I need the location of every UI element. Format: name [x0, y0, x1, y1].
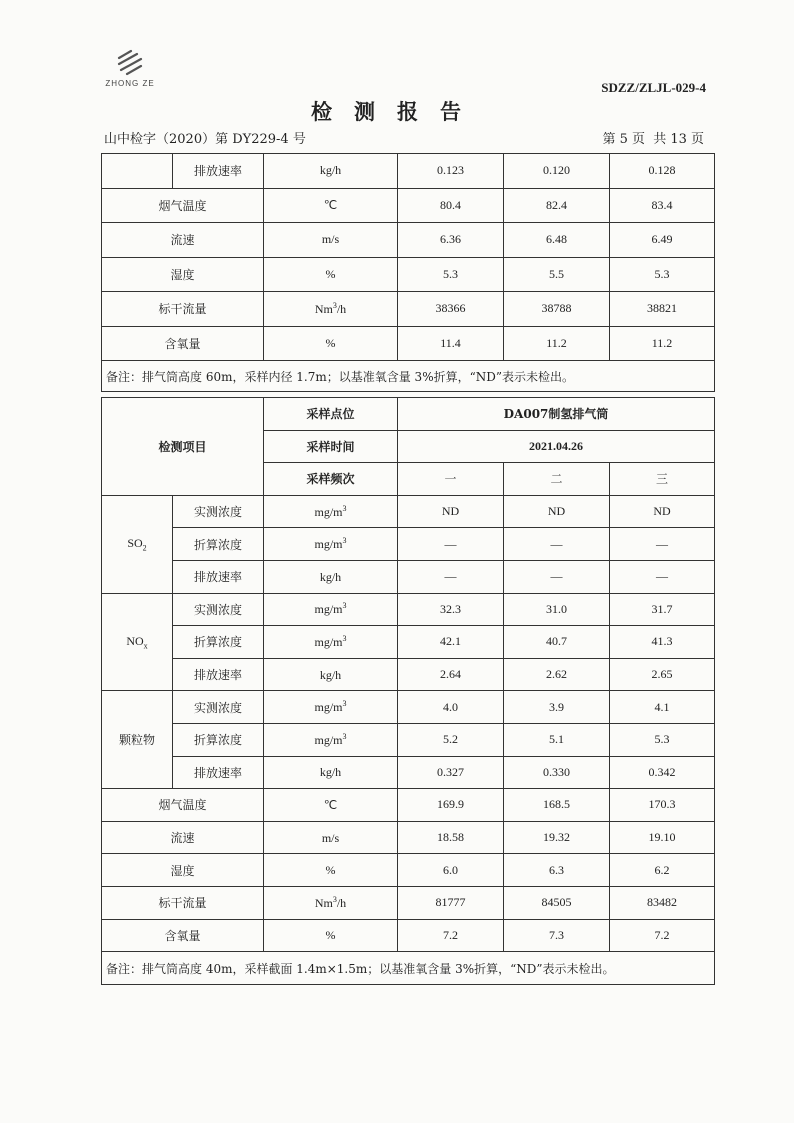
table-cell: 0.120 — [504, 154, 610, 189]
table-cell: 83482 — [610, 886, 715, 919]
table-cell: 168.5 — [504, 789, 610, 822]
table-cell: 19.32 — [504, 821, 610, 854]
results-table-da007 — [101, 397, 715, 985]
table-cell: 5.3 — [610, 723, 715, 756]
table-cell: 169.9 — [398, 789, 504, 822]
pollutant-particulate: 颗粒物 — [102, 691, 173, 789]
table-note-row — [102, 361, 715, 392]
table-cell: 40.7 — [504, 626, 610, 659]
table-cell: 2.64 — [398, 658, 504, 691]
table-cell: 5.3 — [398, 257, 504, 292]
table-cell: 含氧量 — [102, 919, 264, 952]
table-cell: 排放速率 — [173, 756, 264, 789]
table-row — [102, 886, 715, 919]
table-note: 备注：排气筒高度 40m，采样截面 1.4m×1.5m；以基准氧含量 3%折算，“ND”表示未检出。 — [102, 952, 715, 985]
table-row — [102, 154, 715, 189]
table-cell: 11.4 — [398, 326, 504, 361]
frequency-header: 二 — [504, 463, 610, 496]
table-row — [102, 658, 715, 691]
sampling-point-value: DA007制氢排气筒 — [398, 398, 715, 431]
table-cell: 实测浓度 — [173, 593, 264, 626]
table-cell: 80.4 — [398, 188, 504, 223]
page-total: 共 13 页 — [653, 132, 704, 147]
header-label: 采样时间 — [264, 430, 398, 463]
table-cell: 38788 — [504, 292, 610, 327]
table-cell: 2.65 — [610, 658, 715, 691]
table-cell: ND — [398, 495, 504, 528]
table-cell-unit: $mg/m^3$ — [264, 626, 398, 659]
table-cell: 折算浓度 — [173, 626, 264, 659]
table-cell-unit: ℃ — [264, 789, 398, 822]
table-cell-unit: $mg/m^3$ — [264, 723, 398, 756]
table-cell: 0.327 — [398, 756, 504, 789]
table-cell: 5.3 — [610, 257, 715, 292]
table-cell: 0.123 — [398, 154, 504, 189]
table-row — [102, 560, 715, 593]
table-cell: 烟气温度 — [102, 188, 264, 223]
table-cell: ND — [504, 495, 610, 528]
table-row — [102, 188, 715, 223]
table-cell: 41.3 — [610, 626, 715, 659]
table-cell: 6.49 — [610, 223, 715, 258]
column-header-item: 检测项目 — [102, 398, 264, 496]
table-note: 备注：排气筒高度 60m，采样内径 1.7m；以基准氧含量 3%折算，“ND”表示未检出。 — [102, 361, 715, 392]
table-cell: 4.1 — [610, 691, 715, 724]
table-cell: 流速 — [102, 821, 264, 854]
table-row — [102, 223, 715, 258]
table-cell-unit: % — [264, 919, 398, 952]
table-cell-unit: Nm$^3$/h — [264, 292, 398, 327]
table-row — [102, 756, 715, 789]
page-info — [599, 128, 705, 147]
table-row — [102, 495, 715, 528]
header-label: 采样频次 — [264, 463, 398, 496]
table-cell: 81777 — [398, 886, 504, 919]
table-cell: 标干流量 — [102, 886, 264, 919]
pollutant-nox: $NO_x$ — [102, 593, 173, 691]
report-number: 山中检字（2020）第 DY229-4 号 — [104, 132, 306, 147]
table-cell: 排放速率 — [173, 560, 264, 593]
results-table-continued — [101, 153, 715, 392]
table-cell: % — [264, 326, 398, 361]
table-cell: 实测浓度 — [173, 691, 264, 724]
table-row — [102, 626, 715, 659]
table-cell: 5.5 — [504, 257, 610, 292]
table-cell: — — [610, 528, 715, 561]
table-cell: 0.342 — [610, 756, 715, 789]
table-cell: 含氧量 — [102, 326, 264, 361]
table-cell: 5.2 — [398, 723, 504, 756]
table-cell: 排放速率 — [173, 658, 264, 691]
logo-text: ZHONG ZE — [105, 79, 155, 88]
table-row — [102, 821, 715, 854]
frequency-header: 一 — [398, 463, 504, 496]
table-row — [102, 528, 715, 561]
table-note-row — [102, 952, 715, 985]
table-cell — [102, 154, 173, 189]
table-cell: 7.3 — [504, 919, 610, 952]
table-cell: 折算浓度 — [173, 528, 264, 561]
table-row — [102, 593, 715, 626]
table-cell-unit: $mg/m^3$ — [264, 495, 398, 528]
document-code: SDZZ/ZLJL-029-4 — [601, 80, 706, 95]
table-cell: m/s — [264, 223, 398, 258]
table-cell: 42.1 — [398, 626, 504, 659]
zhongze-logo-icon — [113, 48, 147, 78]
table-cell-unit: $mg/m^3$ — [264, 691, 398, 724]
table-cell: — — [610, 560, 715, 593]
table-cell: 32.3 — [398, 593, 504, 626]
table-cell: 31.0 — [504, 593, 610, 626]
table-cell-unit: $mg/m^3$ — [264, 528, 398, 561]
table-cell: — — [504, 528, 610, 561]
table-cell: 烟气温度 — [102, 789, 264, 822]
sampling-time-value: 2021.04.26 — [398, 430, 715, 463]
table-cell: 3.9 — [504, 691, 610, 724]
table-cell: 38366 — [398, 292, 504, 327]
table-cell: 标干流量 — [102, 292, 264, 327]
table-cell: 实测浓度 — [173, 495, 264, 528]
table-cell: 19.10 — [610, 821, 715, 854]
table-cell: 6.3 — [504, 854, 610, 887]
table-cell-unit: kg/h — [264, 560, 398, 593]
table-header-row — [102, 398, 715, 431]
table-cell-unit: % — [264, 854, 398, 887]
company-logo — [100, 48, 160, 88]
table-cell-unit: kg/h — [264, 658, 398, 691]
table-cell-unit: m/s — [264, 821, 398, 854]
table-cell: 38821 — [610, 292, 715, 327]
page-title: 检测报告 — [311, 99, 483, 124]
table-cell-unit: Nm$^3$/h — [264, 886, 398, 919]
table-cell: 31.7 — [610, 593, 715, 626]
table-cell: ND — [610, 495, 715, 528]
header-label: 采样点位 — [264, 398, 398, 431]
table-cell: 84505 — [504, 886, 610, 919]
table-cell: 排放速率 — [173, 154, 264, 189]
table-cell: — — [504, 560, 610, 593]
table-cell: 折算浓度 — [173, 723, 264, 756]
table-cell: — — [398, 560, 504, 593]
table-cell: % — [264, 257, 398, 292]
table-cell: 11.2 — [610, 326, 715, 361]
table-row — [102, 919, 715, 952]
table-row — [102, 691, 715, 724]
table-cell: 7.2 — [398, 919, 504, 952]
table-cell: 6.2 — [610, 854, 715, 887]
table-cell: 5.1 — [504, 723, 610, 756]
table-row — [102, 723, 715, 756]
table-cell: 6.36 — [398, 223, 504, 258]
table-cell: 湿度 — [102, 257, 264, 292]
table-cell: 11.2 — [504, 326, 610, 361]
table-cell: 2.62 — [504, 658, 610, 691]
table-cell: 18.58 — [398, 821, 504, 854]
table-cell: 4.0 — [398, 691, 504, 724]
table-cell: — — [398, 528, 504, 561]
table-cell: ℃ — [264, 188, 398, 223]
table-cell: 流速 — [102, 223, 264, 258]
table-cell: 0.128 — [610, 154, 715, 189]
table-row — [102, 789, 715, 822]
table-cell: 82.4 — [504, 188, 610, 223]
table-cell: 170.3 — [610, 789, 715, 822]
table-cell-unit: $mg/m^3$ — [264, 593, 398, 626]
table-cell: 0.330 — [504, 756, 610, 789]
table-cell-unit: kg/h — [264, 756, 398, 789]
table-cell: 6.0 — [398, 854, 504, 887]
table-cell: 6.48 — [504, 223, 610, 258]
table-row — [102, 292, 715, 327]
table-row — [102, 326, 715, 361]
table-cell: 83.4 — [610, 188, 715, 223]
table-cell: 7.2 — [610, 919, 715, 952]
page-number: 第 5 页 — [602, 132, 646, 147]
frequency-header: 三 — [610, 463, 715, 496]
table-cell: 湿度 — [102, 854, 264, 887]
table-row — [102, 854, 715, 887]
pollutant-so2: $SO_2$ — [102, 495, 173, 593]
table-row — [102, 257, 715, 292]
table-cell: kg/h — [264, 154, 398, 189]
